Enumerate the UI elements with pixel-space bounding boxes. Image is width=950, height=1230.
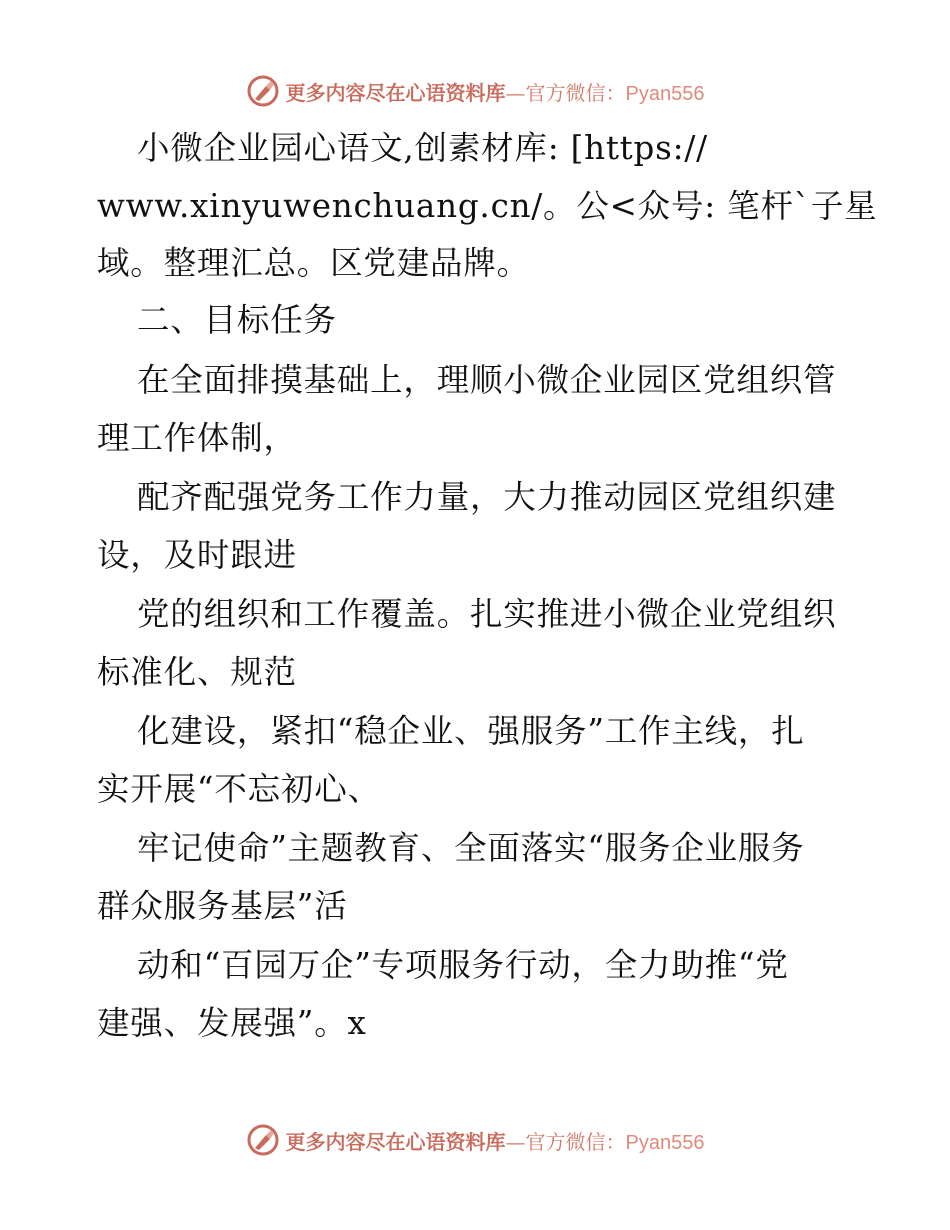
body-line: 化建设，紧扣“稳企业、强服务”工作主线，扎 <box>137 712 805 750</box>
footer-banner <box>0 1120 950 1160</box>
body-line: 在全面排摸基础上，理顺小微企业园区党组织管 <box>137 361 837 399</box>
section-heading: 二、目标任务 <box>137 301 337 339</box>
body-line: 实开展“不忘初心、 <box>97 770 381 808</box>
banner-separator-text: —官方微信： <box>505 80 626 105</box>
banner-separator-text: —官方微信： <box>505 1129 626 1154</box>
banner-text <box>286 1126 705 1155</box>
pen-nib-icon <box>246 74 280 108</box>
body-line: 牢记使命”主题教育、全面落实“服务企业服务 <box>137 829 805 867</box>
body-line: 理工作体制， <box>97 419 297 457</box>
body-line: www.xinyuwenchuang.cn/。公<众号: 笔杆`子星 <box>97 187 878 225</box>
body-line: 群众服务基层”活 <box>97 887 348 925</box>
body-line: 标准化、规范 <box>97 653 297 691</box>
banner-wechat-id: Pyan556 <box>625 82 705 105</box>
body-line: 建强、发展强”。x <box>97 1004 367 1042</box>
header-banner <box>0 71 950 111</box>
banner-main-text: 更多内容尽在心语资料库 <box>285 80 506 105</box>
banner-wechat-id: Pyan556 <box>625 1131 705 1154</box>
banner-main-text: 更多内容尽在心语资料库 <box>285 1129 506 1154</box>
body-line: 域。整理汇总。区党建品牌。 <box>97 244 530 282</box>
pen-nib-icon <box>246 1123 280 1157</box>
body-line: 小微企业园心语文,创素材库: [https:// <box>137 129 708 167</box>
banner-text <box>286 77 705 106</box>
body-line: 党的组织和工作覆盖。扎实推进小微企业党组织 <box>137 595 837 633</box>
body-line: 配齐配强党务工作力量，大力推动园区党组织建 <box>137 478 837 516</box>
body-line: 设，及时跟进 <box>97 536 297 574</box>
body-line: 动和“百园万企”专项服务行动，全力助推“党 <box>137 946 789 984</box>
